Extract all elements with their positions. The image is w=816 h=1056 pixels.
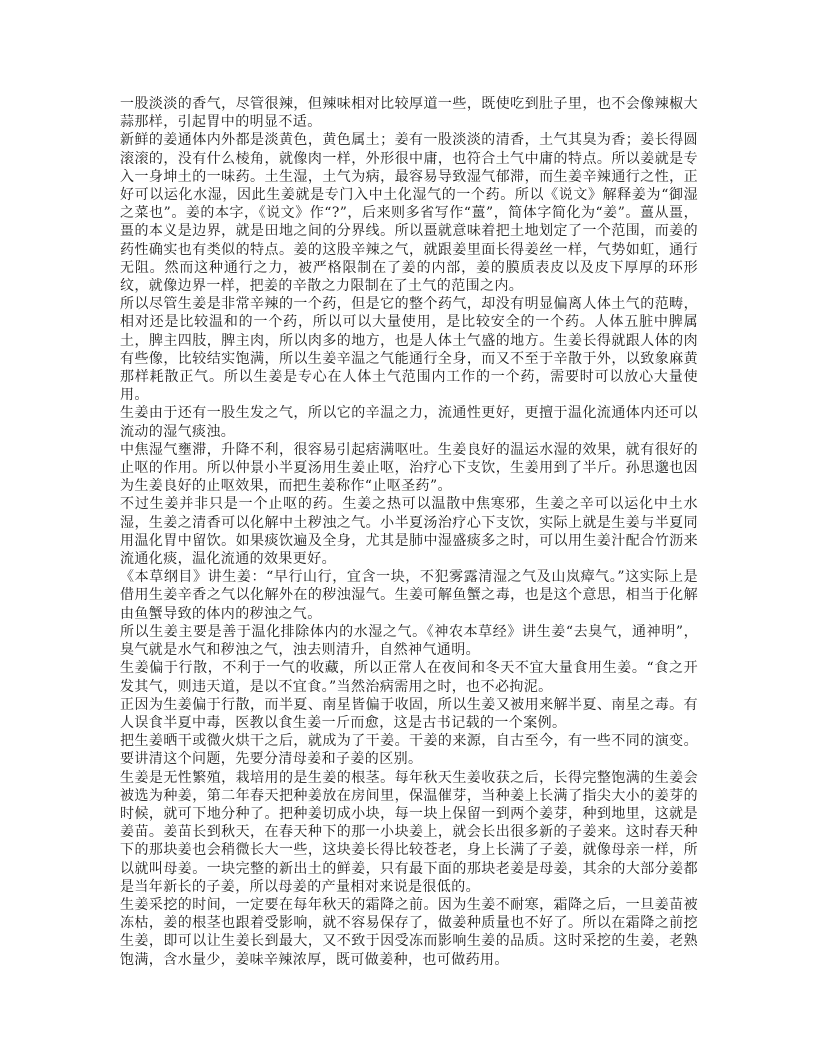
paragraph: 生姜采挖的时间，一定要在每年秋天的霜降之前。因为生姜不耐寒，霜降之后，一旦姜苗被冻枯，姜的根茎也跟着受影响，就不容易保存了，做姜种质量也不好了。所以在霜降之前挖生姜，即可以让生姜长到最大，又不致于因受冻而影响生姜的品质。这时采挖的生姜，老熟饱满，含水量少，姜味辛辣浓厚，既可做姜种，也可做药用。 xyxy=(120,896,698,968)
paragraph: 所以尽管生姜是非常辛辣的一个药，但是它的整个药气，却没有明显偏离人体土气的范畴，相对还是比较温和的一个药，所以可以大量使用，是比较安全的一个药。人体五脏中脾属土，脾主四肢，脾主肉，所以肉多的地方，也是人体土气盛的地方。生姜长得就跟人体的肉有些像，比较结实饱满，所以生姜辛温之气能通行全身，而又不至于辛散于外，以致象麻黄那样耗散正气。所以生姜是专心在人体土气范围内工作的一个药，需要时可以放心大量使用。 xyxy=(120,296,698,404)
paragraph: 生姜由于还有一股生发之气，所以它的辛温之力，流通性更好，更擅于温化流通体内还可以流动的湿气痰浊。 xyxy=(120,405,698,440)
paragraph: 生姜是无性繁殖，栽培用的是生姜的根茎。每年秋天生姜收获之后，长得完整饱满的生姜会被选为种姜，第二年春天把种姜放在房间里，保温催芽，当种姜上长满了指尖大小的姜芽的时候，就可下地分种了。把种姜切成小块，每一块上保留一到两个姜芽，种到地里，这就是姜苗。姜苗长到秋天，在春天种下的那一小块姜上，就会长出很多新的子姜来。这时春天种下的那块姜也会稍微长大一些，这块姜长得比较苍老，身上长满了子姜，就像母亲一样，所以就叫母姜。一块完整的新出土的鲜姜，只有最下面的那块老姜是母姜，其余的大部分姜都是当年新长的子姜，所以母姜的产量相对来说是很低的。 xyxy=(120,769,698,895)
paragraph: 《本草纲目》讲生姜：“早行山行，宜含一块，不犯雾露清湿之气及山岚瘴气。”这实际上是借用生姜辛香之气以化解外在的秽浊湿气。生姜可解鱼蟹之毒，也是这个意思，相当于化解由鱼蟹导致的体内的秽浊之气。 xyxy=(120,569,698,622)
paragraph: 正因为生姜偏于行散，而半夏、南星皆偏于收固，所以生姜又被用来解半夏、南星之毒。有人误食半夏中毒，医教以食生姜一斤而愈，这是古书记载的一个案例。 xyxy=(120,696,698,731)
paragraph: 一股淡淡的香气，尽管很辣，但辣味相对比较厚道一些，既使吃到肚子里，也不会像辣椒大蒜那样，引起胃中的明显不适。 xyxy=(120,96,698,131)
paragraph: 中焦湿气壅滞，升降不利，很容易引起痞满呕吐。生姜良好的温运水湿的效果，就有很好的止呕的作用。所以仲景小半夏汤用生姜止呕，治疗心下支饮，生姜用到了半斤。孙思邈也因为生姜良好的止呕效果，而把生姜称作“止呕圣药”。 xyxy=(120,441,698,495)
paragraph: 生姜偏于行散，不利于一气的收藏，所以正常人在夜间和冬天不宜大量食用生姜。“食之开发其气，则违天道，是以不宜食。”当然治病需用之时，也不必拘泥。 xyxy=(120,660,698,695)
paragraph: 把生姜晒干或微火烘干之后，就成为了干姜。干姜的来源，自古至今，有一些不同的演变。要讲清这个问题，先要分清母姜和子姜的区别。 xyxy=(120,733,698,768)
paragraph: 新鲜的姜通体内外都是淡黄色，黄色属土；姜有一股淡淡的清香，土气其臭为香；姜长得圆滚滚的，没有什么棱角，就像肉一样，外形很中庸，也符合土气中庸的特点。所以姜就是专入一身坤土的一味药。土生湿，土气为病，最容易导致湿气郁滞，而生姜辛辣通行之性，正好可以运化水湿，因此生姜就是专门入中土化湿气的一个药。所以《说文》解释姜为“御湿之菜也”。姜的本字，《说文》作“?”，后来则多省写作“薑”，简体字简化为“姜”。薑从畺，畺的本义是边界，就是田地之间的分界线。所以畺就意味着把土地划定了一个范围，而姜的药性确实也有类似的特点。姜的这股辛辣之气，就跟姜里面长得姜丝一样，气势如虹，通行无阻。然而这种通行之力，被严格限制在了姜的内部，姜的膜质表皮以及皮下厚厚的环形纹，就像边界一样，把姜的辛散之力限制在了土气的范围之内。 xyxy=(120,132,698,295)
paragraph: 所以生姜主要是善于温化排除体内的水湿之气。《神农本草经》讲生姜“去臭气，通神明”，臭气就是水气和秽浊之气，浊去则清升，自然神气通明。 xyxy=(120,623,698,659)
document-body xyxy=(120,95,698,969)
paragraph: 不过生姜并非只是一个止呕的药。生姜之热可以温散中焦寒邪，生姜之辛可以运化中土水湿，生姜之清香可以化解中土秽浊之气。小半夏汤治疗心下支饮，实际上就是生姜与半夏同用温化胃中留饮。如果痰饮遍及全身，尤其是肺中湿盛痰多之时，可以用生姜汁配合竹沥来流通化痰，温化流通的效果更好。 xyxy=(120,496,698,568)
